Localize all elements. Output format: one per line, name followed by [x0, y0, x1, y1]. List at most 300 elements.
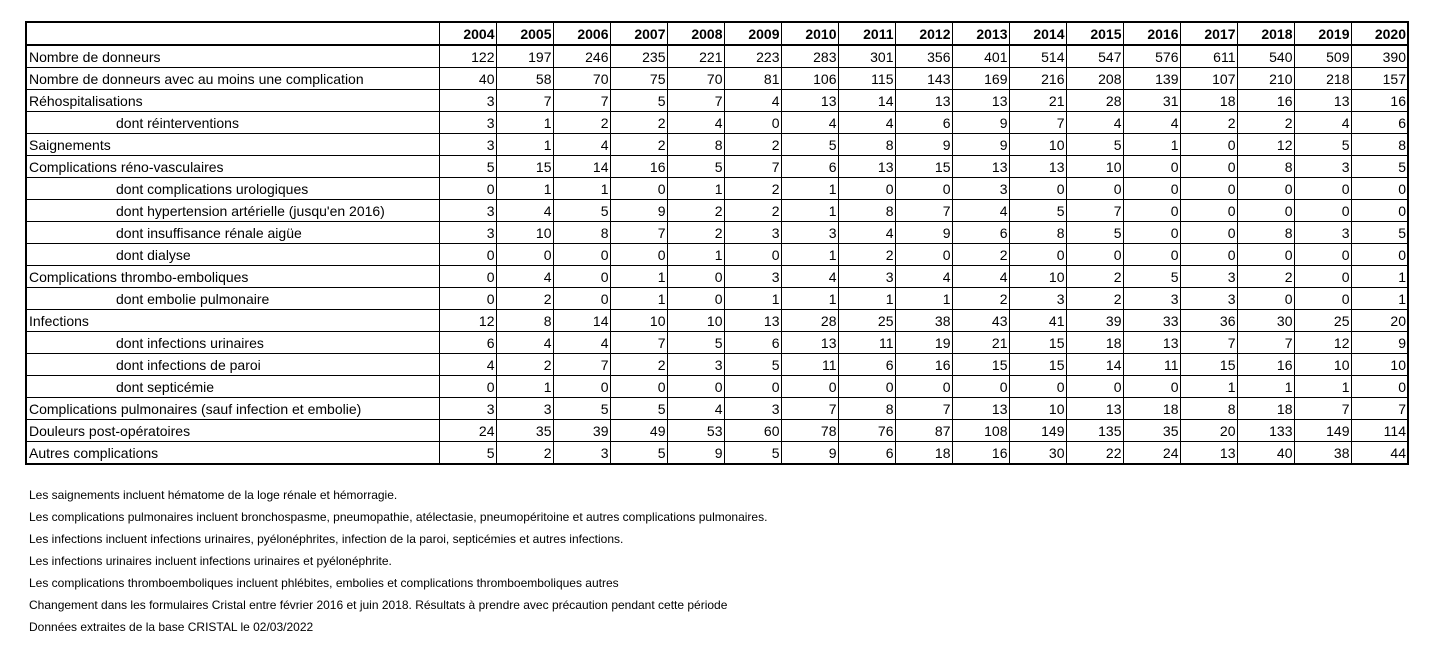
table-row — [26, 112, 1408, 134]
value-cell: 5 — [1066, 222, 1123, 244]
value-cell: 0 — [1237, 200, 1294, 222]
value-cell: 1 — [781, 200, 838, 222]
year-header: 2009 — [724, 22, 781, 45]
value-cell: 1 — [1351, 266, 1408, 288]
value-cell: 4 — [895, 266, 952, 288]
value-cell: 49 — [610, 420, 667, 442]
value-cell: 3 — [439, 90, 496, 112]
value-cell: 0 — [1123, 376, 1180, 398]
value-cell: 14 — [553, 156, 610, 178]
value-cell: 13 — [952, 90, 1009, 112]
value-cell: 135 — [1066, 420, 1123, 442]
value-cell: 15 — [895, 156, 952, 178]
value-cell: 0 — [1180, 200, 1237, 222]
value-cell: 5 — [553, 398, 610, 420]
value-cell: 5 — [439, 442, 496, 465]
value-cell: 108 — [952, 420, 1009, 442]
value-cell: 15 — [496, 156, 553, 178]
value-cell: 4 — [1123, 112, 1180, 134]
value-cell: 38 — [895, 310, 952, 332]
value-cell: 1 — [838, 288, 895, 310]
value-cell: 11 — [838, 332, 895, 354]
value-cell: 0 — [895, 376, 952, 398]
value-cell: 35 — [496, 420, 553, 442]
value-cell: 7 — [1294, 398, 1351, 420]
value-cell: 1 — [1180, 376, 1237, 398]
value-cell: 3 — [1180, 288, 1237, 310]
year-header: 2015 — [1066, 22, 1123, 45]
value-cell: 16 — [1351, 90, 1408, 112]
row-label: dont dialyse — [26, 244, 439, 266]
value-cell: 6 — [895, 112, 952, 134]
row-label: dont hypertension artérielle (jusqu'en 2016) — [26, 200, 439, 222]
value-cell: 0 — [1180, 134, 1237, 156]
value-cell: 5 — [1294, 134, 1351, 156]
value-cell: 7 — [781, 398, 838, 420]
value-cell: 3 — [439, 398, 496, 420]
value-cell: 60 — [724, 420, 781, 442]
value-cell: 7 — [610, 332, 667, 354]
value-cell: 2 — [1237, 266, 1294, 288]
value-cell: 9 — [667, 442, 724, 465]
value-cell: 81 — [724, 68, 781, 90]
value-cell: 0 — [1066, 244, 1123, 266]
value-cell: 9 — [895, 134, 952, 156]
value-cell: 2 — [952, 244, 1009, 266]
value-cell: 3 — [553, 442, 610, 465]
value-cell: 14 — [838, 90, 895, 112]
value-cell: 1 — [667, 244, 724, 266]
value-cell: 4 — [667, 398, 724, 420]
value-cell: 122 — [439, 45, 496, 68]
row-label: Nombre de donneurs avec au moins une complication — [26, 68, 439, 90]
value-cell: 30 — [1237, 310, 1294, 332]
value-cell: 169 — [952, 68, 1009, 90]
value-cell: 12 — [1237, 134, 1294, 156]
value-cell: 6 — [838, 442, 895, 465]
value-cell: 70 — [553, 68, 610, 90]
value-cell: 0 — [781, 376, 838, 398]
value-cell: 4 — [781, 266, 838, 288]
value-cell: 11 — [781, 354, 838, 376]
value-cell: 4 — [838, 222, 895, 244]
value-cell: 0 — [667, 376, 724, 398]
value-cell: 21 — [1009, 90, 1066, 112]
value-cell: 4 — [439, 354, 496, 376]
value-cell: 18 — [1237, 398, 1294, 420]
value-cell: 3 — [1009, 288, 1066, 310]
value-cell: 0 — [553, 244, 610, 266]
value-cell: 13 — [1294, 90, 1351, 112]
value-cell: 0 — [895, 244, 952, 266]
table-row — [26, 156, 1408, 178]
value-cell: 13 — [724, 310, 781, 332]
value-cell: 1 — [496, 178, 553, 200]
row-label: dont réinterventions — [26, 112, 439, 134]
value-cell: 33 — [1123, 310, 1180, 332]
value-cell: 509 — [1294, 45, 1351, 68]
footnote: Les complications pulmonaires incluent bronchospasme, pneumopathie, atélectasie, pneumopéritoine et autres complications pulmonaires. — [29, 510, 768, 524]
value-cell: 24 — [439, 420, 496, 442]
value-cell: 8 — [1351, 134, 1408, 156]
table-row — [26, 200, 1408, 222]
value-cell: 38 — [1294, 442, 1351, 465]
value-cell: 1 — [895, 288, 952, 310]
value-cell: 5 — [610, 398, 667, 420]
value-cell: 246 — [553, 45, 610, 68]
value-cell: 16 — [1237, 354, 1294, 376]
value-cell: 7 — [724, 156, 781, 178]
table-row — [26, 134, 1408, 156]
value-cell: 4 — [1066, 112, 1123, 134]
value-cell: 3 — [952, 178, 1009, 200]
value-cell: 2 — [496, 354, 553, 376]
value-cell: 2 — [1066, 288, 1123, 310]
value-cell: 7 — [1180, 332, 1237, 354]
value-cell: 2 — [1237, 112, 1294, 134]
value-cell: 133 — [1237, 420, 1294, 442]
value-cell: 2 — [667, 200, 724, 222]
row-label: Saignements — [26, 134, 439, 156]
value-cell: 5 — [610, 90, 667, 112]
value-cell: 3 — [496, 398, 553, 420]
value-cell: 10 — [667, 310, 724, 332]
value-cell: 13 — [895, 90, 952, 112]
value-cell: 8 — [838, 134, 895, 156]
value-cell: 4 — [496, 266, 553, 288]
value-cell: 5 — [667, 156, 724, 178]
value-cell: 5 — [1351, 156, 1408, 178]
value-cell: 157 — [1351, 68, 1408, 90]
value-cell: 1 — [1123, 134, 1180, 156]
value-cell: 0 — [1294, 244, 1351, 266]
row-label: Autres complications — [26, 442, 439, 465]
row-label: dont septicémie — [26, 376, 439, 398]
value-cell: 36 — [1180, 310, 1237, 332]
value-cell: 5 — [1009, 200, 1066, 222]
value-cell: 0 — [610, 178, 667, 200]
value-cell: 301 — [838, 45, 895, 68]
value-cell: 2 — [838, 244, 895, 266]
value-cell: 9 — [781, 442, 838, 465]
value-cell: 0 — [1237, 244, 1294, 266]
year-header: 2008 — [667, 22, 724, 45]
value-cell: 35 — [1123, 420, 1180, 442]
value-cell: 4 — [781, 112, 838, 134]
value-cell: 4 — [667, 112, 724, 134]
value-cell: 8 — [838, 200, 895, 222]
value-cell: 3 — [1123, 288, 1180, 310]
value-cell: 0 — [439, 178, 496, 200]
value-cell: 87 — [895, 420, 952, 442]
value-cell: 43 — [952, 310, 1009, 332]
value-cell: 0 — [1294, 266, 1351, 288]
value-cell: 3 — [667, 354, 724, 376]
value-cell: 70 — [667, 68, 724, 90]
value-cell: 10 — [1351, 354, 1408, 376]
year-header: 2013 — [952, 22, 1009, 45]
value-cell: 5 — [781, 134, 838, 156]
value-cell: 8 — [1180, 398, 1237, 420]
year-header: 2016 — [1123, 22, 1180, 45]
value-cell: 1 — [1351, 288, 1408, 310]
value-cell: 0 — [553, 288, 610, 310]
value-cell: 7 — [1351, 398, 1408, 420]
value-cell: 13 — [1180, 442, 1237, 465]
value-cell: 20 — [1180, 420, 1237, 442]
value-cell: 4 — [838, 112, 895, 134]
value-cell: 2 — [496, 442, 553, 465]
table-row — [26, 442, 1408, 465]
value-cell: 0 — [439, 266, 496, 288]
row-label: dont insuffisance rénale aigüe — [26, 222, 439, 244]
value-cell: 1 — [724, 288, 781, 310]
value-cell: 18 — [1123, 398, 1180, 420]
row-label: dont embolie pulmonaire — [26, 288, 439, 310]
value-cell: 14 — [1066, 354, 1123, 376]
value-cell: 19 — [895, 332, 952, 354]
value-cell: 58 — [496, 68, 553, 90]
value-cell: 5 — [610, 442, 667, 465]
value-cell: 11 — [1123, 354, 1180, 376]
value-cell: 41 — [1009, 310, 1066, 332]
value-cell: 25 — [1294, 310, 1351, 332]
footnote: Changement dans les formulaires Cristal entre février 2016 et juin 2018. Résultats à prendre avec précaution pendant cette période — [29, 598, 728, 612]
value-cell: 1 — [781, 244, 838, 266]
value-cell: 5 — [553, 200, 610, 222]
value-cell: 7 — [895, 398, 952, 420]
value-cell: 0 — [1294, 288, 1351, 310]
footnote: Les saignements incluent hématome de la loge rénale et hémorragie. — [29, 488, 398, 502]
value-cell: 6 — [952, 222, 1009, 244]
value-cell: 4 — [496, 200, 553, 222]
value-cell: 9 — [610, 200, 667, 222]
value-cell: 3 — [439, 200, 496, 222]
value-cell: 39 — [1066, 310, 1123, 332]
value-cell: 5 — [439, 156, 496, 178]
value-cell: 21 — [952, 332, 1009, 354]
value-cell: 8 — [496, 310, 553, 332]
value-cell: 1 — [667, 178, 724, 200]
value-cell: 44 — [1351, 442, 1408, 465]
value-cell: 1 — [610, 288, 667, 310]
value-cell: 0 — [1066, 178, 1123, 200]
value-cell: 0 — [610, 376, 667, 398]
value-cell: 3 — [1180, 266, 1237, 288]
value-cell: 40 — [1237, 442, 1294, 465]
value-cell: 3 — [1294, 222, 1351, 244]
value-cell: 40 — [439, 68, 496, 90]
value-cell: 6 — [439, 332, 496, 354]
value-cell: 0 — [1237, 178, 1294, 200]
value-cell: 547 — [1066, 45, 1123, 68]
value-cell: 401 — [952, 45, 1009, 68]
value-cell: 13 — [1123, 332, 1180, 354]
value-cell: 0 — [724, 112, 781, 134]
value-cell: 106 — [781, 68, 838, 90]
value-cell: 2 — [724, 178, 781, 200]
value-cell: 7 — [895, 200, 952, 222]
value-cell: 7 — [496, 90, 553, 112]
value-cell: 12 — [439, 310, 496, 332]
table-row — [26, 244, 1408, 266]
value-cell: 208 — [1066, 68, 1123, 90]
value-cell: 13 — [1009, 156, 1066, 178]
value-cell: 3 — [724, 266, 781, 288]
value-cell: 10 — [496, 222, 553, 244]
year-header: 2014 — [1009, 22, 1066, 45]
value-cell: 31 — [1123, 90, 1180, 112]
value-cell: 10 — [1066, 156, 1123, 178]
value-cell: 1 — [1294, 376, 1351, 398]
value-cell: 0 — [1237, 288, 1294, 310]
value-cell: 210 — [1237, 68, 1294, 90]
value-cell: 1 — [781, 178, 838, 200]
value-cell: 139 — [1123, 68, 1180, 90]
table-row — [26, 288, 1408, 310]
value-cell: 16 — [895, 354, 952, 376]
value-cell: 9 — [1351, 332, 1408, 354]
value-cell: 5 — [1351, 222, 1408, 244]
value-cell: 0 — [1351, 200, 1408, 222]
value-cell: 2 — [952, 288, 1009, 310]
value-cell: 0 — [1009, 244, 1066, 266]
year-header: 2007 — [610, 22, 667, 45]
value-cell: 3 — [439, 222, 496, 244]
row-label: Douleurs post-opératoires — [26, 420, 439, 442]
table-row — [26, 178, 1408, 200]
value-cell: 149 — [1294, 420, 1351, 442]
value-cell: 5 — [1066, 134, 1123, 156]
value-cell: 0 — [1351, 376, 1408, 398]
value-cell: 5 — [724, 442, 781, 465]
value-cell: 4 — [724, 90, 781, 112]
value-cell: 22 — [1066, 442, 1123, 465]
value-cell: 3 — [439, 112, 496, 134]
value-cell: 9 — [952, 112, 1009, 134]
value-cell: 20 — [1351, 310, 1408, 332]
value-cell: 6 — [781, 156, 838, 178]
value-cell: 0 — [1351, 178, 1408, 200]
value-cell: 6 — [838, 354, 895, 376]
value-cell: 4 — [952, 200, 1009, 222]
table-row — [26, 354, 1408, 376]
value-cell: 3 — [838, 266, 895, 288]
value-cell: 223 — [724, 45, 781, 68]
value-cell: 0 — [838, 178, 895, 200]
value-cell: 78 — [781, 420, 838, 442]
value-cell: 2 — [496, 288, 553, 310]
table-row — [26, 222, 1408, 244]
value-cell: 12 — [1294, 332, 1351, 354]
complications-table — [25, 21, 1409, 465]
footnote: Données extraites de la base CRISTAL le 02/03/2022 — [29, 620, 314, 634]
value-cell: 3 — [724, 398, 781, 420]
table-row — [26, 68, 1408, 90]
value-cell: 1 — [496, 134, 553, 156]
value-cell: 0 — [553, 376, 610, 398]
value-cell: 16 — [610, 156, 667, 178]
row-label: dont infections de paroi — [26, 354, 439, 376]
value-cell: 75 — [610, 68, 667, 90]
footnote: Les infections urinaires incluent infections urinaires et pyélonéphrite. — [29, 554, 392, 568]
value-cell: 13 — [781, 332, 838, 354]
value-cell: 0 — [1009, 178, 1066, 200]
value-cell: 7 — [553, 354, 610, 376]
table-row — [26, 420, 1408, 442]
value-cell: 8 — [667, 134, 724, 156]
header-row — [26, 22, 1408, 45]
value-cell: 221 — [667, 45, 724, 68]
year-header: 2006 — [553, 22, 610, 45]
table-row — [26, 376, 1408, 398]
value-cell: 2 — [553, 112, 610, 134]
footnote: Les infections incluent infections urinaires, pyélonéphrites, infection de la paroi, septicémies et autres infections. — [29, 532, 624, 546]
value-cell: 216 — [1009, 68, 1066, 90]
value-cell: 0 — [553, 266, 610, 288]
value-cell: 1 — [610, 266, 667, 288]
table-row — [26, 90, 1408, 112]
footnote: Les complications thromboemboliques incluent phlébites, embolies et complications thromboemboliques autres — [29, 576, 619, 590]
value-cell: 13 — [952, 156, 1009, 178]
value-cell: 2 — [667, 222, 724, 244]
value-cell: 5 — [1123, 266, 1180, 288]
table-row — [26, 398, 1408, 420]
year-header: 2020 — [1351, 22, 1408, 45]
value-cell: 0 — [724, 244, 781, 266]
value-cell: 7 — [1066, 200, 1123, 222]
value-cell: 7 — [1237, 332, 1294, 354]
value-cell: 8 — [1237, 222, 1294, 244]
value-cell: 8 — [553, 222, 610, 244]
value-cell: 0 — [1180, 178, 1237, 200]
value-cell: 16 — [952, 442, 1009, 465]
value-cell: 2 — [1066, 266, 1123, 288]
value-cell: 2 — [724, 134, 781, 156]
value-cell: 15 — [952, 354, 1009, 376]
table-row — [26, 310, 1408, 332]
value-cell: 0 — [667, 266, 724, 288]
value-cell: 4 — [496, 332, 553, 354]
value-cell: 576 — [1123, 45, 1180, 68]
value-cell: 24 — [1123, 442, 1180, 465]
row-label: Complications thrombo-emboliques — [26, 266, 439, 288]
value-cell: 14 — [553, 310, 610, 332]
value-cell: 10 — [1294, 354, 1351, 376]
row-label: dont infections urinaires — [26, 332, 439, 354]
value-cell: 0 — [667, 288, 724, 310]
year-header: 2018 — [1237, 22, 1294, 45]
value-cell: 0 — [1066, 376, 1123, 398]
value-cell: 3 — [781, 222, 838, 244]
value-cell: 0 — [1351, 244, 1408, 266]
value-cell: 540 — [1237, 45, 1294, 68]
value-cell: 13 — [1066, 398, 1123, 420]
value-cell: 0 — [838, 376, 895, 398]
value-cell: 18 — [1180, 90, 1237, 112]
year-header: 2005 — [496, 22, 553, 45]
value-cell: 76 — [838, 420, 895, 442]
value-cell: 197 — [496, 45, 553, 68]
value-cell: 13 — [838, 156, 895, 178]
row-label: Infections — [26, 310, 439, 332]
header-corner-cell — [26, 22, 439, 45]
value-cell: 0 — [1123, 156, 1180, 178]
value-cell: 5 — [667, 332, 724, 354]
value-cell: 18 — [895, 442, 952, 465]
value-cell: 0 — [439, 244, 496, 266]
value-cell: 7 — [610, 222, 667, 244]
